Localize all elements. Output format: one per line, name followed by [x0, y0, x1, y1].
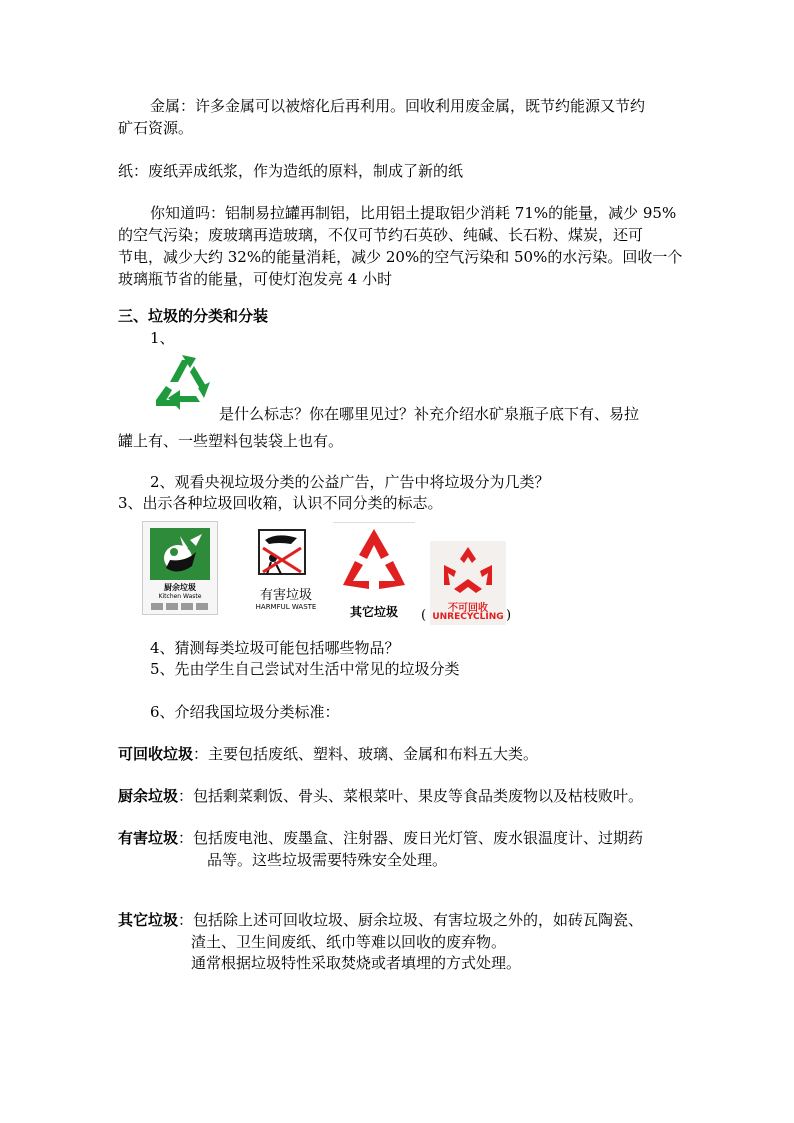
recycle-icon — [152, 352, 220, 414]
did-you-know-line-3: 节电，减少大约 32%的能量消耗，减少 20%的空气污染和 50%的水污染。回收一个 — [118, 248, 683, 266]
kitchen-label: 厨余垃圾 — [118, 787, 179, 805]
other-waste-label-cn: 其它垃圾 — [349, 605, 398, 619]
kitchen-waste-sign — [142, 521, 218, 615]
other-standard-line-2: 渣土、卫生间废纸、纸巾等难以回收的废弃物。 — [191, 933, 507, 951]
step-4: 4、猜测每类垃圾可能包括哪些物品？ — [150, 639, 400, 657]
step-3: 3、出示各种垃圾回收箱，认识不同分类的标志。 — [118, 494, 443, 512]
recyclable-standard — [118, 743, 538, 765]
harmful-text-1: ：包括废电池、废墨盒、注射器、废日光灯管、废水银温度计、过期药 — [178, 829, 644, 847]
recyclable-text: ：主要包括废纸、塑料、玻璃、金属和布料五大类。 — [193, 745, 539, 763]
step-2: 2、观看央视垃圾分类的公益广告，广告中将垃圾分为几类？ — [150, 473, 550, 491]
other-label: 其它垃圾 — [118, 911, 179, 929]
harmful-waste-icon — [247, 522, 325, 582]
step-5: 5、先由学生自己尝试对生活中常见的垃圾分类 — [150, 660, 460, 678]
step-1-text-b: 罐上有、一些塑料包装袋上也有。 — [118, 432, 344, 450]
step-6: 6、介绍我国垃圾分类标准： — [150, 703, 340, 721]
paren-close: ) — [506, 608, 512, 623]
recyclable-label: 可回收垃圾 — [118, 745, 194, 763]
kitchen-waste-label-cn: 厨余垃圾 — [164, 583, 196, 592]
did-you-know-line-1: 你知道吗：铝制易拉罐再制铝，比用铝土提取铝少消耗 71%的能量，减少 95% — [150, 204, 677, 222]
other-text-1: ：包括除上述可回收垃圾、厨余垃圾、有害垃圾之外的，如砖瓦陶瓷、 — [178, 911, 644, 929]
harmful-waste-label-cn: 有害垃圾 — [259, 588, 312, 603]
did-you-know-line-2: 的空气污染；废玻璃再造玻璃，不仅可节约石英砂、纯碱、长石粉、煤炭，还可 — [118, 226, 644, 244]
kitchen-text: ：包括剩菜剩饭、骨头、菜根菜叶、果皮等食品类废物以及枯枝败叶。 — [178, 787, 644, 805]
unrecycling-icon — [430, 541, 506, 599]
harmful-label: 有害垃圾 — [118, 829, 179, 847]
kitchen-waste-pictograms — [151, 603, 209, 610]
kitchen-standard — [118, 785, 643, 807]
harmful-standard-line-1 — [118, 827, 643, 849]
metal-paragraph-line-2: 矿石资源。 — [118, 119, 194, 137]
step-1-text-a: 是什么标志？你在哪里见过？补充介绍水矿泉瓶子底下有、易拉 — [219, 405, 640, 423]
step-1-number: 1、 — [150, 329, 175, 347]
other-waste-sign — [333, 522, 415, 623]
paren-open: ( — [421, 608, 427, 623]
other-waste-icon — [333, 523, 415, 597]
unrecycling-sign — [430, 541, 506, 625]
section-heading: 三、垃圾的分类和分装 — [118, 307, 269, 325]
unrecycling-label-en: UNRECYCLING — [432, 612, 504, 622]
other-standard-line-1 — [118, 909, 643, 931]
harmful-waste-label-en: HARMFUL WASTE — [255, 603, 317, 611]
other-standard-line-3: 通常根据垃圾特性采取焚烧或者填埋的方式处理。 — [191, 954, 522, 972]
paper-paragraph: 纸：废纸弄成纸浆，作为造纸的原料，制成了新的纸 — [118, 162, 464, 180]
metal-paragraph-line-1: 金属：许多金属可以被熔化后再利用。回收利用废金属，既节约能源又节约 — [150, 97, 646, 115]
kitchen-waste-icon — [150, 528, 210, 580]
unrecycling-label-cn: 不可回收 — [448, 603, 488, 614]
kitchen-waste-label-en: Kitchen Waste — [158, 593, 202, 600]
harmful-standard-line-2: 品等。这些垃圾需要特殊安全处理。 — [207, 851, 448, 869]
harmful-waste-sign — [247, 522, 325, 618]
did-you-know-line-4: 玻璃瓶节省的能量，可使灯泡发亮 4 小时 — [118, 270, 393, 288]
